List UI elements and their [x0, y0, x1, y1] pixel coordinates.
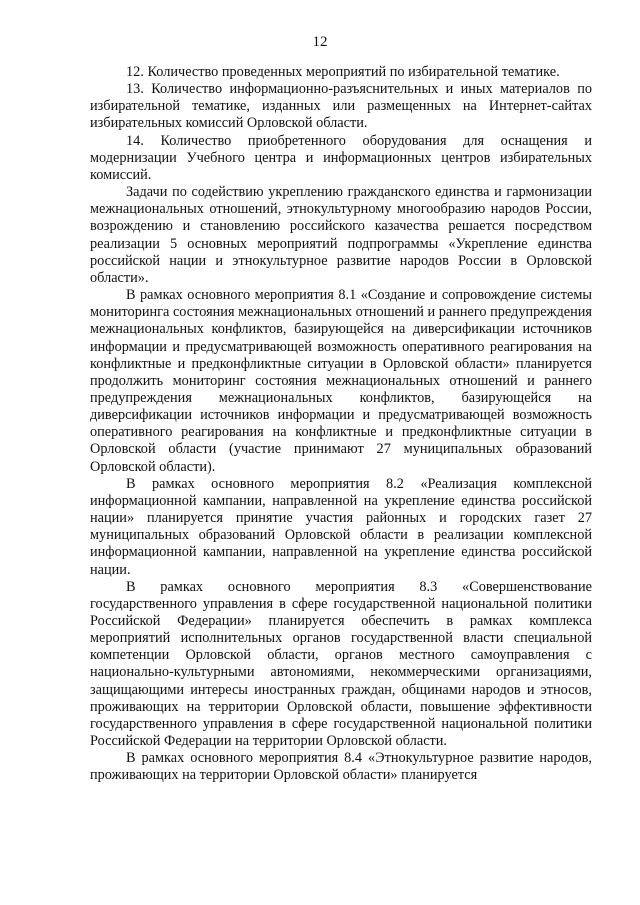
- paragraph-item-12: 12. Количество проведенных мероприятий по избирательной тематике.: [126, 64, 560, 80]
- paragraph-tasks-intro: Задачи по содействию укреплению гражданского единства и гармонизации межнациональных отношений, этнокультурному многообразию народов России, возрождению и становлению российского казачества решается посредством реализации 5 основных мероприятий подпрограммы «Укрепление единства российской нации и этнокультурное развитие народов России в Орловской области».: [90, 184, 592, 286]
- body-text: [90, 64, 592, 785]
- paragraph-activity-8-2: В рамках основного мероприятия 8.2 «Реализация комплексной информационной кампании, направленной на укрепление единства российской нации» планируется принятие участия районных и городских газет 27 муниципальных образований Орловской области в реализации комплексной информационной кампании, направленной на укрепление единства российской нации.: [90, 475, 592, 578]
- paragraph-activity-8-3: В рамках основного мероприятия 8.3 «Совершенствование государственного управления в сфере государственной национальной политики Российской Федерации» планируется обеспечить в рамках комплекса мероприятий исполнительных органов государственной власти специальной компетенции Орловской области, органов местного самоуправления с национально-культурными автономиями, некоммерческими организациями, защищающими интересы иностранных граждан, общинами народов и этносов, проживающих на территории Орловской области, повышение эффективности государственного управления в сфере государственной национальной политики Российской Федерации на территории Орловской области.: [90, 578, 592, 750]
- paragraph-item-13: 13. Количество информационно-разъяснительных и иных материалов по избирательной тематике, изданных или размещенных на Интернет-сайтах избирательных комиссий Орловской области.: [90, 81, 592, 132]
- paragraph-activity-8-4: В рамках основного мероприятия 8.4 «Этнокультурное развитие народов, проживающих на территории Орловской области» планируется: [90, 750, 592, 784]
- paragraph-item-14: 14. Количество приобретенного оборудования для оснащения и модернизации Учебного центра и информационных центров избирательных комиссий.: [90, 132, 592, 183]
- page-number: 12: [312, 34, 328, 50]
- paragraph-activity-8-1: В рамках основного мероприятия 8.1 «Создание и сопровождение системы мониторинга состояния межнациональных отношений и раннего предупреждения межнациональных конфликтов, базирующейся на диверсификации источников информации и предусматривающей возможность оперативного реагирования на конфликтные и предконфликтные ситуации в Орловской области» планируется продолжить мониторинг состояния межнациональных отношений и раннего предупреждения межнациональных конфликтов, базирующейся на диверсификации источников информации и предусматривающей возможность оперативного реагирования на конфликтные и предконфликтные ситуации в Орловской области (участие принимают 27 муниципальных образований Орловской области).: [90, 287, 592, 475]
